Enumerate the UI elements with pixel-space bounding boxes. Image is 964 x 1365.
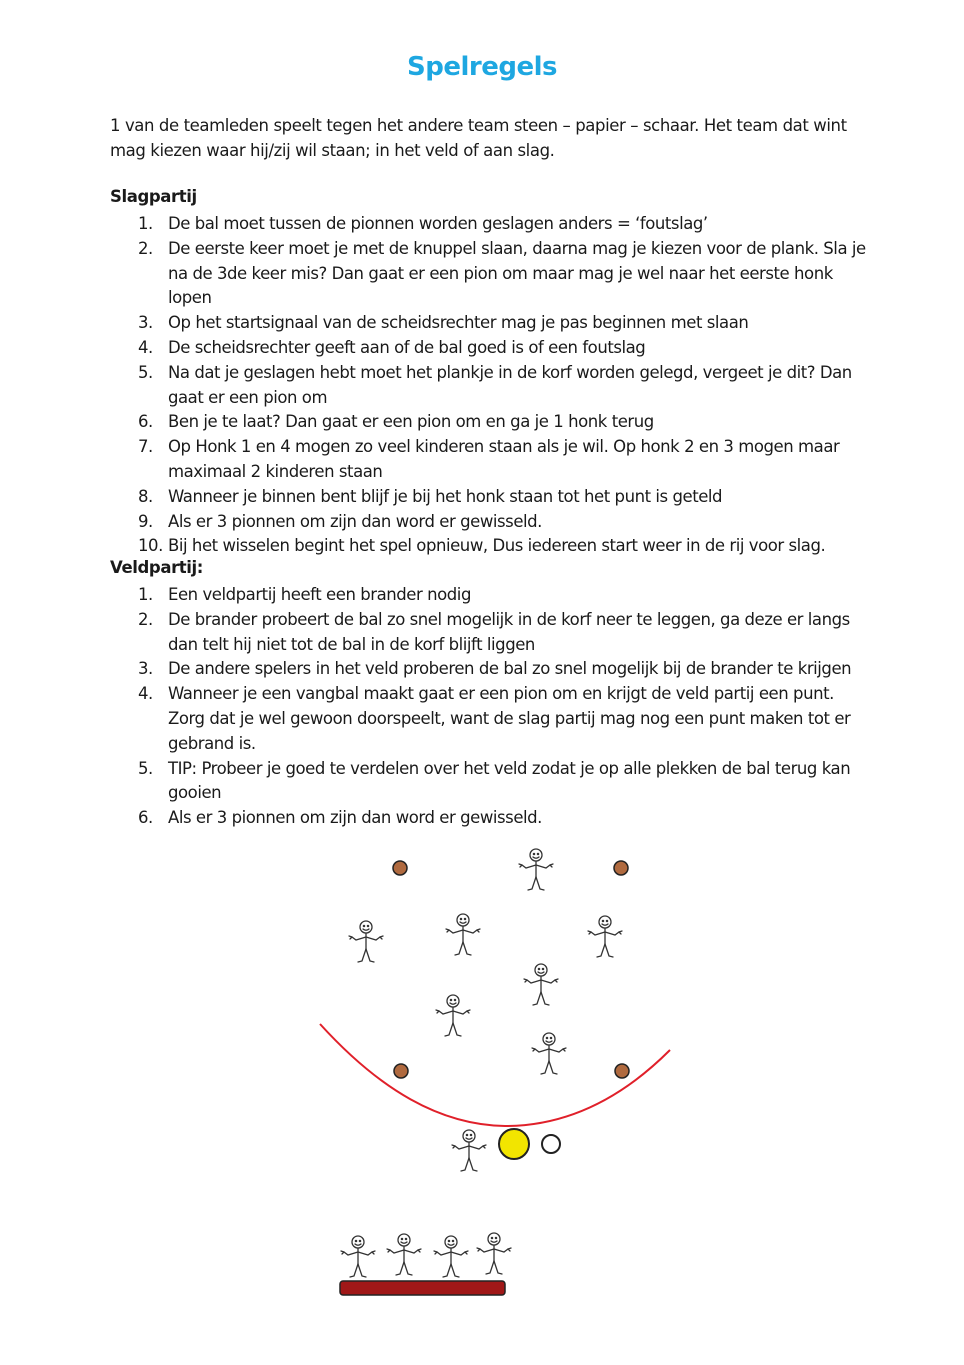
- list-text: De bal moet tussen de pionnen worden geslagen anders = ‘foutslag’: [168, 214, 708, 233]
- list-item: [110, 311, 870, 336]
- list-item: [110, 361, 870, 411]
- veldpartij-heading: Veldpartij:: [110, 558, 204, 577]
- list-text: Na dat je geslagen hebt moet het plankje in de korf worden gelegd, vergeet je dit? Dan gaat er een pion om: [168, 362, 852, 407]
- ball-icon: [542, 1135, 560, 1153]
- list-text: Wanneer je binnen bent blijf je bij het honk staan tot het punt is geteld: [168, 486, 723, 506]
- list-number: 8.: [138, 486, 153, 506]
- list-item: [110, 485, 870, 510]
- list-number: 6.: [138, 412, 153, 432]
- list-text: Als er 3 pionnen om zijn dan word er gewisseld.: [168, 808, 542, 828]
- stick-figure-icon: [477, 1233, 511, 1274]
- list-item: [110, 435, 870, 485]
- stick-figure-icon: [434, 1236, 468, 1277]
- field-diagram: [0, 820, 964, 1300]
- veldpartij-list: [110, 583, 870, 831]
- list-text: Als er 3 pionnen om zijn dan word er gewisseld.: [168, 511, 542, 531]
- list-item: [110, 682, 870, 756]
- list-text: De brander probeert de bal zo snel mogelijk in de korf neer te leggen, ga deze er langs dan telt hij niet tot de bal in de korf blijft liggen: [168, 609, 850, 654]
- list-text: Ben je te laat? Dan gaat er een pion om en ga je 1 honk terug: [168, 412, 654, 432]
- list-number: 2.: [138, 238, 153, 258]
- list-item: [110, 757, 870, 807]
- list-text: Bij het wisselen begint het spel opnieuw, Dus iedereen start weer in de rij voor slag.: [168, 536, 826, 556]
- list-number: 4.: [138, 684, 153, 704]
- list-item: [110, 534, 870, 559]
- list-number: 3.: [138, 313, 153, 333]
- list-number: 4.: [138, 337, 153, 357]
- list-text: De scheidsrechter geeft aan of de bal goed is of een foutslag: [168, 337, 646, 357]
- list-number: 5.: [138, 758, 153, 778]
- list-text: Een veldpartij heeft een brander nodig: [168, 585, 471, 604]
- pion-icon: [394, 1064, 408, 1078]
- korf-icon: [499, 1129, 529, 1159]
- list-number: 1.: [138, 585, 153, 604]
- slagpartij-heading: Slagpartij: [110, 187, 197, 206]
- stick-figure-icon: [588, 916, 622, 957]
- stick-figure-icon: [452, 1130, 486, 1171]
- plank-icon: [340, 1281, 505, 1295]
- intro-paragraph: 1 van de teamleden speelt tegen het andere team steen – papier – schaar. Het team dat wint mag kiezen waar hij/zij wil staan; in het veld of aan slag.: [110, 116, 847, 160]
- stick-figure-icon: [341, 1236, 375, 1277]
- pion-icon: [393, 861, 407, 875]
- stick-figure-icon: [446, 914, 480, 955]
- page-title: Spelregels: [407, 52, 557, 82]
- stick-figure-icon: [387, 1234, 421, 1275]
- list-number: 10.: [138, 536, 163, 556]
- list-item: [110, 212, 870, 237]
- list-text: De andere spelers in het veld proberen de bal zo snel mogelijk bij de brander te krijgen: [168, 659, 852, 679]
- list-item: [110, 583, 870, 608]
- list-item: [110, 510, 870, 535]
- stick-figure-icon: [532, 1033, 566, 1074]
- list-number: 3.: [138, 659, 153, 679]
- list-item: [110, 657, 870, 682]
- list-number: 1.: [138, 214, 153, 233]
- pion-icon: [615, 1064, 629, 1078]
- stick-figure-icon: [436, 995, 470, 1036]
- list-number: 7.: [138, 437, 153, 457]
- list-item: [110, 237, 870, 311]
- list-number: 2.: [138, 609, 153, 629]
- list-text: TIP: Probeer je goed te verdelen over het veld zodat je op alle plekken de bal terug kan gooien: [168, 758, 851, 803]
- list-item: [110, 336, 870, 361]
- stick-figure-icon: [349, 921, 383, 962]
- stick-figure-icon: [519, 849, 553, 890]
- stick-figure-icon: [524, 964, 558, 1005]
- list-text: Op het startsignaal van de scheidsrechter mag je pas beginnen met slaan: [168, 313, 749, 333]
- pion-icon: [614, 861, 628, 875]
- list-text: De eerste keer moet je met de knuppel slaan, daarna mag je kiezen voor de plank. Sla je na de 3de keer mis? Dan gaat er een pion om maar mag je wel naar het eerste honk lopen: [168, 238, 866, 308]
- list-item: [110, 410, 870, 435]
- list-number: 5.: [138, 362, 153, 382]
- slagpartij-list: [110, 212, 870, 559]
- list-number: 9.: [138, 511, 153, 531]
- list-number: 6.: [138, 808, 153, 828]
- list-text: Op Honk 1 en 4 mogen zo veel kinderen staan als je wil. Op honk 2 en 3 mogen maar maximaal 2 kinderen staan: [168, 437, 840, 481]
- list-text: Wanneer je een vangbal maakt gaat er een pion om en krijgt de veld partij een punt. Zorg dat je wel gewoon doorspeelt, want de slag partij mag nog een punt maken tot er gebrand is.: [168, 684, 851, 753]
- list-item: [110, 608, 870, 658]
